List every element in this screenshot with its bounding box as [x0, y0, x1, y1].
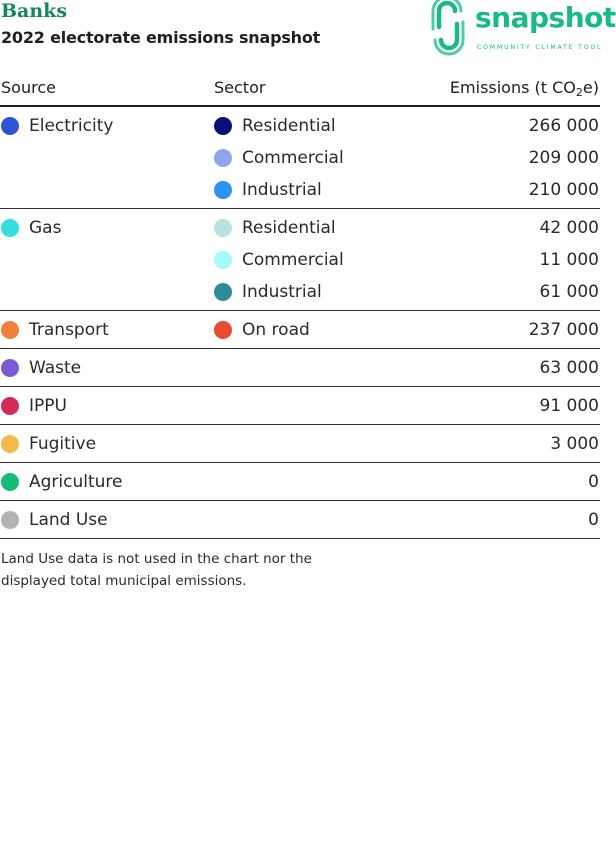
source-color-dot — [1, 435, 19, 453]
emissions-value: 3 000 — [550, 434, 599, 454]
sector-color-dot — [214, 117, 232, 135]
source-color-dot — [1, 321, 19, 339]
emissions-header-suffix: e) — [582, 78, 599, 97]
emissions-value: 210 000 — [528, 180, 599, 200]
logo-tagline: COMMUNITY CLIMATE TOOL — [477, 44, 603, 51]
row-divider — [0, 348, 600, 349]
snapshot-logo-icon — [430, 0, 466, 52]
emissions-value: 0 — [588, 510, 599, 530]
source-label: Electricity — [29, 116, 114, 136]
source-color-dot — [1, 511, 19, 529]
page-title: Banks — [1, 0, 68, 22]
emissions-header-subscript: 2 — [575, 86, 583, 99]
column-header-sector: Sector — [214, 78, 266, 97]
row-divider — [0, 310, 600, 311]
source-label: Fugitive — [29, 434, 97, 454]
sector-label: On road — [242, 320, 310, 340]
row-divider — [0, 424, 600, 425]
source-label: Land Use — [29, 510, 108, 530]
sector-label: Industrial — [242, 180, 322, 200]
sector-label: Commercial — [242, 250, 344, 270]
sector-color-dot — [214, 321, 232, 339]
sector-color-dot — [214, 181, 232, 199]
row-divider — [0, 538, 600, 539]
emissions-value: 0 — [588, 472, 599, 492]
source-color-dot — [1, 473, 19, 491]
emissions-value: 42 000 — [539, 218, 599, 238]
sector-label: Residential — [242, 116, 336, 136]
logo-wordmark: snapshot — [475, 1, 616, 34]
column-header-source: Source — [1, 78, 56, 97]
source-label: Agriculture — [29, 472, 123, 492]
source-label: Gas — [29, 218, 62, 238]
sector-label: Residential — [242, 218, 336, 238]
emissions-value: 61 000 — [539, 282, 599, 302]
source-color-dot — [1, 397, 19, 415]
column-header-emissions — [450, 78, 599, 99]
header-divider — [0, 105, 600, 107]
emissions-header-prefix: Emissions (t CO — [449, 78, 576, 97]
source-label: Waste — [29, 358, 82, 378]
emissions-value: 63 000 — [539, 358, 599, 378]
source-color-dot — [1, 359, 19, 377]
emissions-value: 91 000 — [539, 396, 599, 416]
emissions-value: 237 000 — [528, 320, 599, 340]
source-label: Transport — [29, 320, 109, 340]
source-color-dot — [1, 219, 19, 237]
source-color-dot — [1, 117, 19, 135]
sector-label: Industrial — [242, 282, 322, 302]
sector-color-dot — [214, 149, 232, 167]
sector-color-dot — [214, 283, 232, 301]
sector-color-dot — [214, 251, 232, 269]
row-divider — [0, 386, 600, 387]
sector-label: Commercial — [242, 148, 344, 168]
footnote: Land Use data is not used in the chart nor the displayed total municipal emissions. — [1, 551, 312, 589]
source-label: IPPU — [29, 396, 67, 416]
row-divider — [0, 462, 600, 463]
emissions-value: 11 000 — [539, 250, 599, 270]
snapshot-logo — [430, 0, 616, 56]
emissions-value: 266 000 — [528, 116, 599, 136]
row-divider — [0, 500, 600, 501]
sector-color-dot — [214, 219, 232, 237]
page-subtitle: 2022 electorate emissions snapshot — [1, 28, 321, 47]
emissions-value: 209 000 — [528, 148, 599, 168]
row-divider — [0, 208, 600, 209]
